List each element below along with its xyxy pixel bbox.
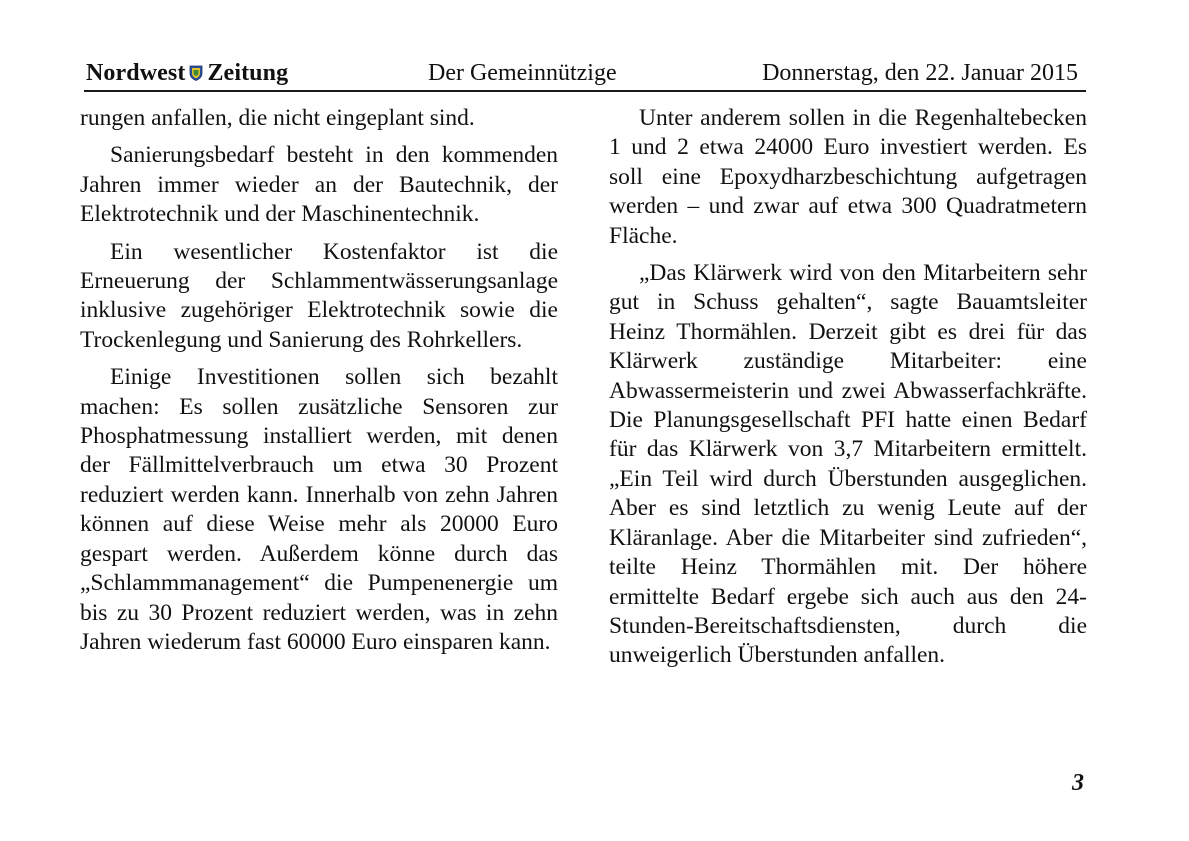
article-paragraph: Einige Investitionen sollen sich bezahlt machen: Es sollen zusätzliche Sensoren zur Phosphatmessung installiert werden, mit denen der Fällmittelverbrauch um etwa 30 Prozent reduziert werden kann. Innerhalb von zehn Jahren können auf diese Weise mehr als 20000 Euro gespart werden. Außerdem könne durch das „Schlammmanagement“ die Pumpenenergie um bis zu 30 Prozent reduziert werden, was in zehn Jahren wiederum fast 60000 Euro einsparen kann.	[80, 364, 558, 655]
supplement-title: Der Gemeinnützige	[428, 60, 617, 86]
article-paragraph: „Das Klärwerk wird von den Mitarbeitern sehr gut in Schuss gehalten“, sagte Bauamtsleiter Heinz Thormählen. Derzeit gibt es drei für das Klärwerk zuständige Mitarbeiter: eine Abwassermeisterin und zwei Abwasserfachkräfte. Die Planungsgesellschaft PFI hatte einen Bedarf für das Klärwerk von 3,7 Mitarbeitern ermittelt. „Ein Teil wird durch Überstunden ausgeglichen. Aber es sind letztlich zu wenig Leute auf der Kläranlage. Aber die Mitarbeiter sind zufrieden“, teilte Heinz Thormählen mit. Der höhere ermittelte Bedarf ergebe sich auch aus den 24-Stunden-Bereitschaftsdiensten, durch die unweigerlich Überstunden anfallen.	[609, 260, 1087, 669]
coat-of-arms-icon	[189, 65, 203, 81]
article-paragraph: Ein wesentlicher Kostenfaktor ist die Erneuerung der Schlammentwässerungsanlage inklusive zugehöriger Elektrotechnik sowie die Trockenlegung und Sanierung des Rohrkellers.	[80, 238, 558, 353]
article-paragraph: rungen anfallen, die nicht eingeplant sind.	[80, 105, 475, 131]
issue-date: Donnerstag, den 22. Januar 2015	[762, 60, 1078, 86]
page-number: 3	[1072, 770, 1084, 796]
article-paragraph: Sanierungsbedarf besteht in den kommenden Jahren immer wieder an der Bautechnik, der Elektrotechnik und der Maschinentechnik.	[80, 142, 558, 228]
article-column-right	[609, 104, 1087, 679]
page-header	[84, 58, 1086, 92]
article-paragraph: Unter anderem sollen in die Regenhaltebecken 1 und 2 etwa 24000 Euro investiert werden. Es soll eine Epoxydharzbeschichtung aufgetragen werden – und zwar auf etwa 300 Quadratmetern Fläche.	[609, 105, 1087, 249]
brand-name-part1: Nordwest	[86, 60, 186, 86]
brand-name-part2: Zeitung	[207, 60, 289, 86]
newspaper-brand	[86, 60, 288, 87]
article-column-left	[80, 104, 558, 665]
